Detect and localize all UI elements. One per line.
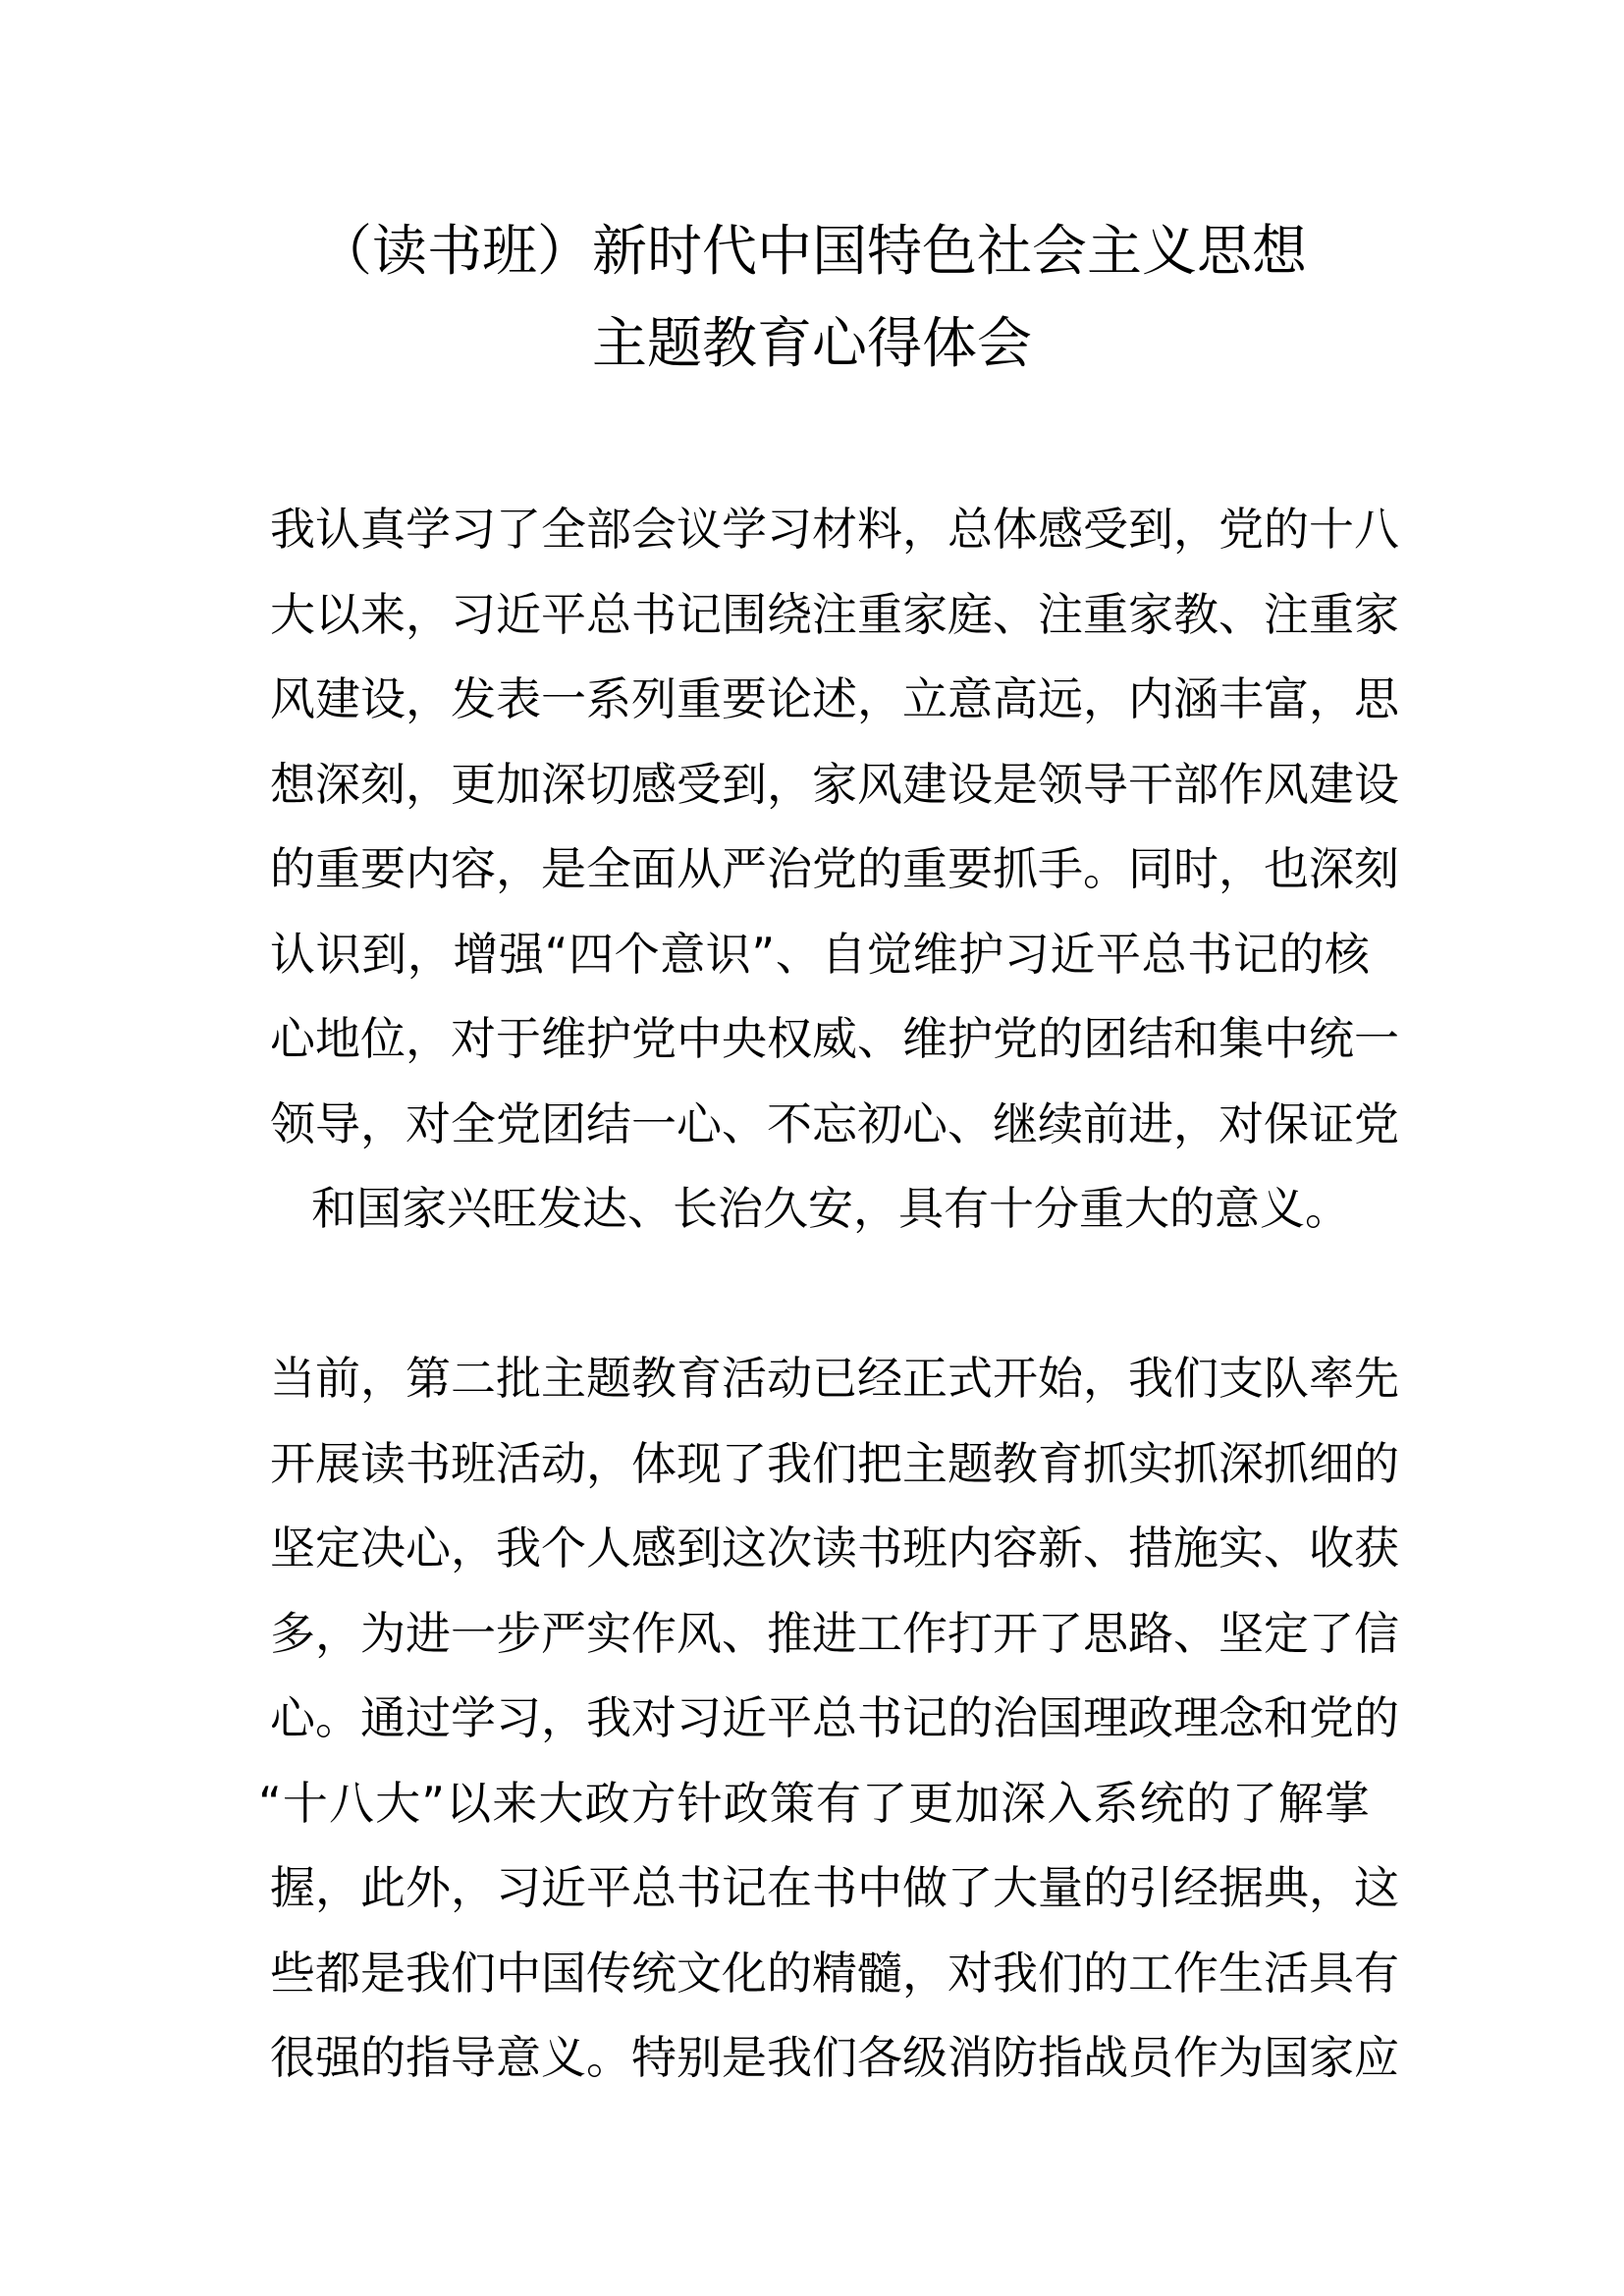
paragraph-line: 坚定决心，我个人感到这次读书班内容新、措施实、收获 bbox=[270, 1522, 1399, 1575]
paragraph-line: 和国家兴旺发达、长治久安，具有十分重大的意义。 bbox=[311, 1182, 1350, 1235]
paragraph-line: 我认真学习了全部会议学习材料，总体感受到，党的十八 bbox=[270, 503, 1399, 556]
document-title-line-2: 主题教育心得体会 bbox=[592, 312, 1032, 376]
paragraph-line: 想深刻，更加深切感受到，家风建设是领导干部作风建设 bbox=[270, 757, 1399, 811]
paragraph-line: 多，为进一步严实作风、推进工作打开了思路、坚定了信 bbox=[270, 1606, 1399, 1660]
paragraph-line: 些都是我们中国传统文化的精髓，对我们的工作生活具有 bbox=[270, 1946, 1399, 2000]
paragraph-line: 开展读书班活动，体现了我们把主题教育抓实抓深抓细的 bbox=[270, 1436, 1399, 1490]
paragraph-line: 风建设，发表一系列重要论述，立意高远，内涵丰富，思 bbox=[270, 672, 1399, 725]
paragraph-line: 认识到，增强“四个意识”、自觉维护习近平总书记的核 bbox=[270, 927, 1370, 981]
paragraph-line: 大以来，习近平总书记围绕注重家庭、注重家教、注重家 bbox=[270, 587, 1399, 641]
paragraph-1 bbox=[270, 487, 1399, 1252]
paragraph-line: 的重要内容，是全面从严治党的重要抓手。同时，也深刻 bbox=[270, 842, 1399, 895]
paragraph-line: 很强的指导意义。特别是我们各级消防指战员作为国家应 bbox=[270, 2031, 1399, 2084]
paragraph-line: 心。通过学习，我对习近平总书记的治国理政理念和党的 bbox=[270, 1691, 1399, 1744]
paragraph-line: 握，此外，习近平总书记在书中做了大量的引经据典，这 bbox=[270, 1861, 1399, 1914]
paragraph-line: 领导，对全党团结一心、不忘初心、继续前进，对保证党 bbox=[270, 1096, 1399, 1150]
paragraph-line: 心地位，对于维护党中央权威、维护党的团结和集中统一 bbox=[270, 1012, 1399, 1065]
paragraph-line: “十八大”以来大政方针政策有了更加深入系统的了解掌 bbox=[258, 1776, 1370, 1830]
document-title-line-1: （读书班）新时代中国特色社会主义思想 bbox=[317, 220, 1307, 284]
paragraph-line: 当前，第二批主题教育活动已经正式开始，我们支队率先 bbox=[270, 1352, 1399, 1405]
paragraph-2 bbox=[258, 1336, 1399, 2101]
